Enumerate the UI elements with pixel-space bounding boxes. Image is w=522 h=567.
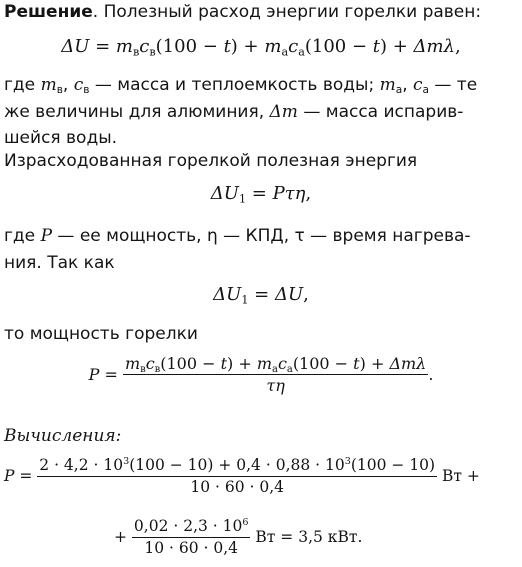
text-line: где P — ее мощность, η — КПД, τ — время нагрева- — [4, 226, 471, 246]
text-line: Израсходованная горелкой полезная энергия — [4, 151, 418, 171]
text-line: то мощность горелки — [4, 324, 198, 344]
text-line: где $m_в$, $c_в$ — масса и теплоемкость воды; $m_а$, $c_а$ — те — [4, 75, 478, 97]
energy-equality-equation: $\Delta U_1 = \Delta U$, — [213, 284, 309, 307]
solution-label: Решение — [4, 2, 93, 22]
power-fraction: $\frac{m_вc_в(100 - t) + m_аc_а(100 - t) + \Delta m\lambda}{\tau\eta}$ — [124, 354, 427, 395]
text-line: ния. Так как — [4, 253, 115, 273]
solution-intro: Решение. Полезный расход энергии горелки равен: — [4, 2, 482, 22]
calculation-step-2: + $\frac{0,02 \cdot 2,3 \cdot 10^6}{10 \cdot 60 \cdot 0,4}$ Вт = 3,5 кВт. — [114, 517, 363, 557]
calculations-label: Вычисления: — [4, 426, 122, 446]
useful-energy-equation: $\Delta U_1 = P\tau\eta$, — [210, 183, 312, 206]
power-formula: P = $\frac{m_вc_в(100 - t) + m_аc_а(100 - t) + \Delta m\lambda}{\tau\eta}$ . — [88, 354, 434, 395]
calculation-step-1: P = $\frac{2 \cdot 4,2 \cdot 10^3(100 - 10) + 0,4 \cdot 0,88 \cdot 10^3(100 - 10)}{10 \cdot 60 \cdot 0,4}$ Вт + — [4, 456, 480, 496]
energy-equation: $\Delta U = m_вc_в(100 - t) + m_аc_а(100 - t) + \Delta m\lambda$, — [61, 36, 461, 59]
text-line: же величины для алюминия, Δm — масса испарив- — [4, 102, 464, 122]
text-line: шейся воды. — [4, 128, 118, 148]
